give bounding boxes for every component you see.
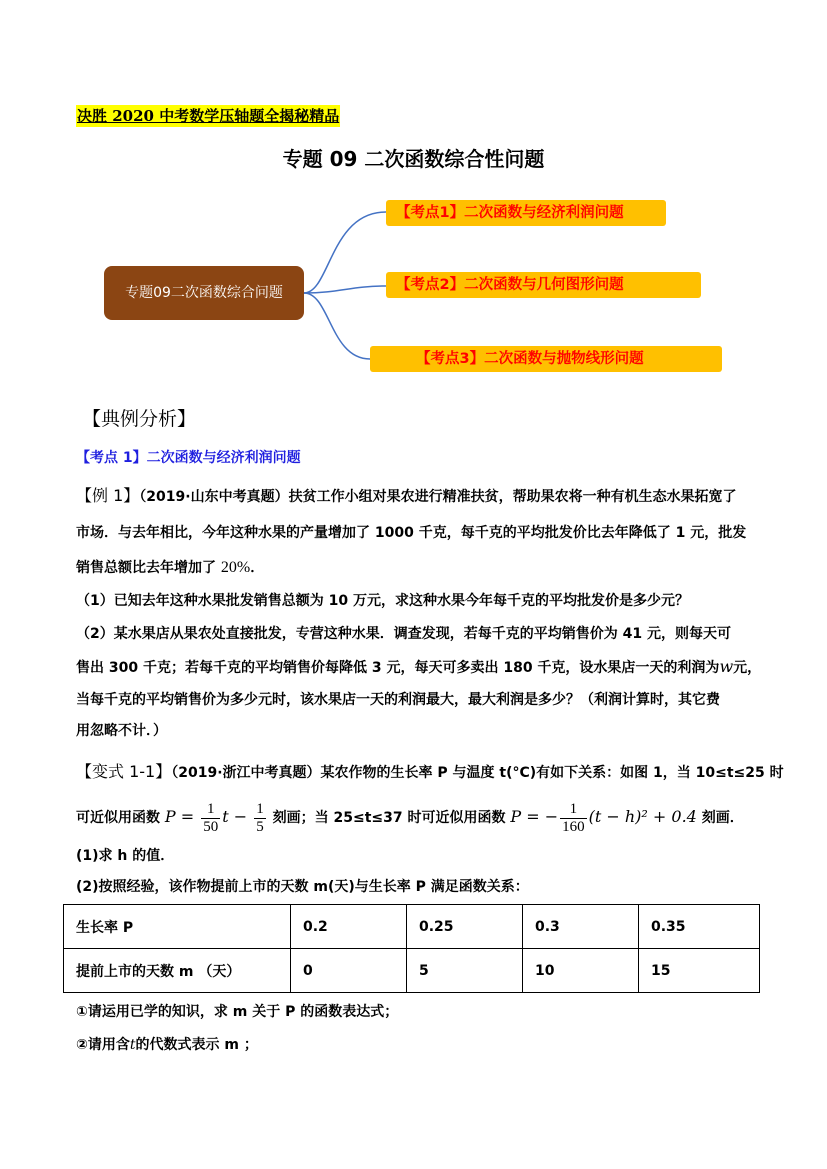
mindmap-center-label: 专题09二次函数综合问题: [125, 284, 283, 301]
formula-part: (t − h)² + 0.4: [588, 807, 697, 826]
node-text: 二次函数与抛物线形问题: [484, 351, 644, 367]
percent-value: 20%: [220, 559, 251, 576]
table-cell: 0.25: [407, 905, 523, 949]
connector-1: [304, 212, 386, 293]
example1-line2: 市场．与去年相比，今年这种水果的产量增加了 1000 千克，每千克的平均批发价比去年降低了 1 元，批发: [76, 525, 747, 541]
fraction-numerator: 1: [201, 801, 220, 819]
mindmap-node-2: [386, 272, 701, 298]
kaodian-heading: 【考点 1】二次函数与经济利润问题: [76, 450, 301, 466]
node-tag: 【考点3】: [416, 351, 485, 367]
example-text: 销售总额比去年增加了: [76, 560, 216, 576]
example-text: 售出 300 千克；若每千克的平均销售价每降低 3 元，每天可多卖出 180 千克，设水果店一天的利润为: [76, 660, 720, 676]
table-cell: 10: [523, 949, 639, 993]
connector-3: [304, 293, 370, 359]
variant-line1: [76, 762, 784, 783]
table-cell: 0.3: [523, 905, 639, 949]
formula-lhs: P =: [164, 807, 200, 826]
node-tag: 【考点1】: [396, 205, 465, 221]
variant-line2: [76, 797, 744, 838]
mindmap-center: [104, 266, 304, 320]
example1-q2-line3: 当每千克的平均销售价为多少元时，该水果店一天的利润最大，最大利润是多少？（利润计算时，其它费: [76, 692, 720, 708]
example-text: ．: [250, 560, 265, 576]
variant-text: 刻画；当 25≤t≤37 时可近似用函数: [272, 810, 506, 826]
variant-q2: (2)按照经验，该作物提前上市的天数 m(天)与生长率 P 满足函数关系：: [76, 879, 529, 895]
table-cell: 0: [291, 949, 407, 993]
example-text: （2019·山东中考真题）扶贫工作小组对果农进行精准扶贫，帮助果农将一种有机生态水果拓宽了: [139, 489, 737, 505]
table-cell: 0.35: [639, 905, 760, 949]
example1-q2-line1: （2）某水果店从果农处直接批发，专营这种水果．调查发现，若每千克的平均销售价为 41 元，则每天可: [76, 626, 731, 642]
example1-line3: [76, 558, 264, 578]
sub-text: 的代数式表示 m ；: [135, 1037, 258, 1053]
banner: 决胜 2020 中考数学压轴题全揭秘精品: [77, 107, 340, 125]
node-text: 二次函数与几何图形问题: [464, 277, 624, 293]
section-heading: 【典例分析】: [82, 408, 197, 430]
sub-question-2: [76, 1035, 258, 1055]
example-text: 元，: [733, 660, 762, 676]
example-tag: 【例 1】: [76, 486, 140, 505]
table-cell: 0.2: [291, 905, 407, 949]
variant-text: 可近似用函数: [76, 810, 160, 826]
formula-part: t −: [222, 807, 253, 826]
connector-2: [304, 286, 386, 293]
table-cell: 5: [407, 949, 523, 993]
sub-text: ②请用含: [76, 1037, 130, 1053]
table-cell: 提前上市的天数 m （天）: [64, 949, 291, 993]
fraction-denominator: 160: [562, 818, 585, 835]
example1-q2-line4: 用忽略不计．）: [76, 723, 167, 739]
fraction: [254, 801, 266, 836]
var-t: t: [129, 1037, 136, 1053]
variant-q1: (1)求 h 的值．: [76, 848, 175, 864]
fraction-denominator: 50: [203, 818, 219, 835]
variant-text: 刻画．: [701, 810, 744, 826]
fraction: [560, 801, 587, 836]
mindmap-node-3: [370, 346, 722, 372]
table-row: [64, 905, 760, 949]
example1-line1: [76, 486, 737, 507]
formula-lhs: P = −: [510, 807, 559, 826]
table-cell: 15: [639, 949, 760, 993]
table-cell: 生长率 P: [64, 905, 291, 949]
sub-question-1: ①请运用已学的知识，求 m 关于 P 的函数表达式；: [76, 1004, 399, 1020]
example1-q1: （1）已知去年这种水果批发销售总额为 10 万元，求这种水果今年每千克的平均批发价是多少元？: [76, 593, 689, 609]
node-text: 二次函数与经济利润问题: [464, 205, 624, 221]
variant-tag: 【变式 1-1】: [76, 762, 172, 781]
fraction-numerator: 1: [560, 801, 587, 819]
example1-q2-line2: [76, 657, 761, 678]
table-row: [64, 949, 760, 993]
fraction-numerator: 1: [256, 800, 264, 817]
page-title: 专题 09 二次函数综合性问题: [282, 147, 545, 171]
variant-text: （2019·浙江中考真题）某农作物的生长率 P 与温度 t(°C)有如下关系：如图 1，当 10≤t≤25 时: [171, 765, 784, 781]
node-tag: 【考点2】: [396, 277, 465, 293]
growth-table: [63, 904, 760, 993]
fraction-denominator: 5: [256, 818, 264, 835]
mindmap-node-1: [386, 200, 666, 226]
fraction: [201, 801, 220, 836]
var-w: w: [719, 657, 734, 676]
